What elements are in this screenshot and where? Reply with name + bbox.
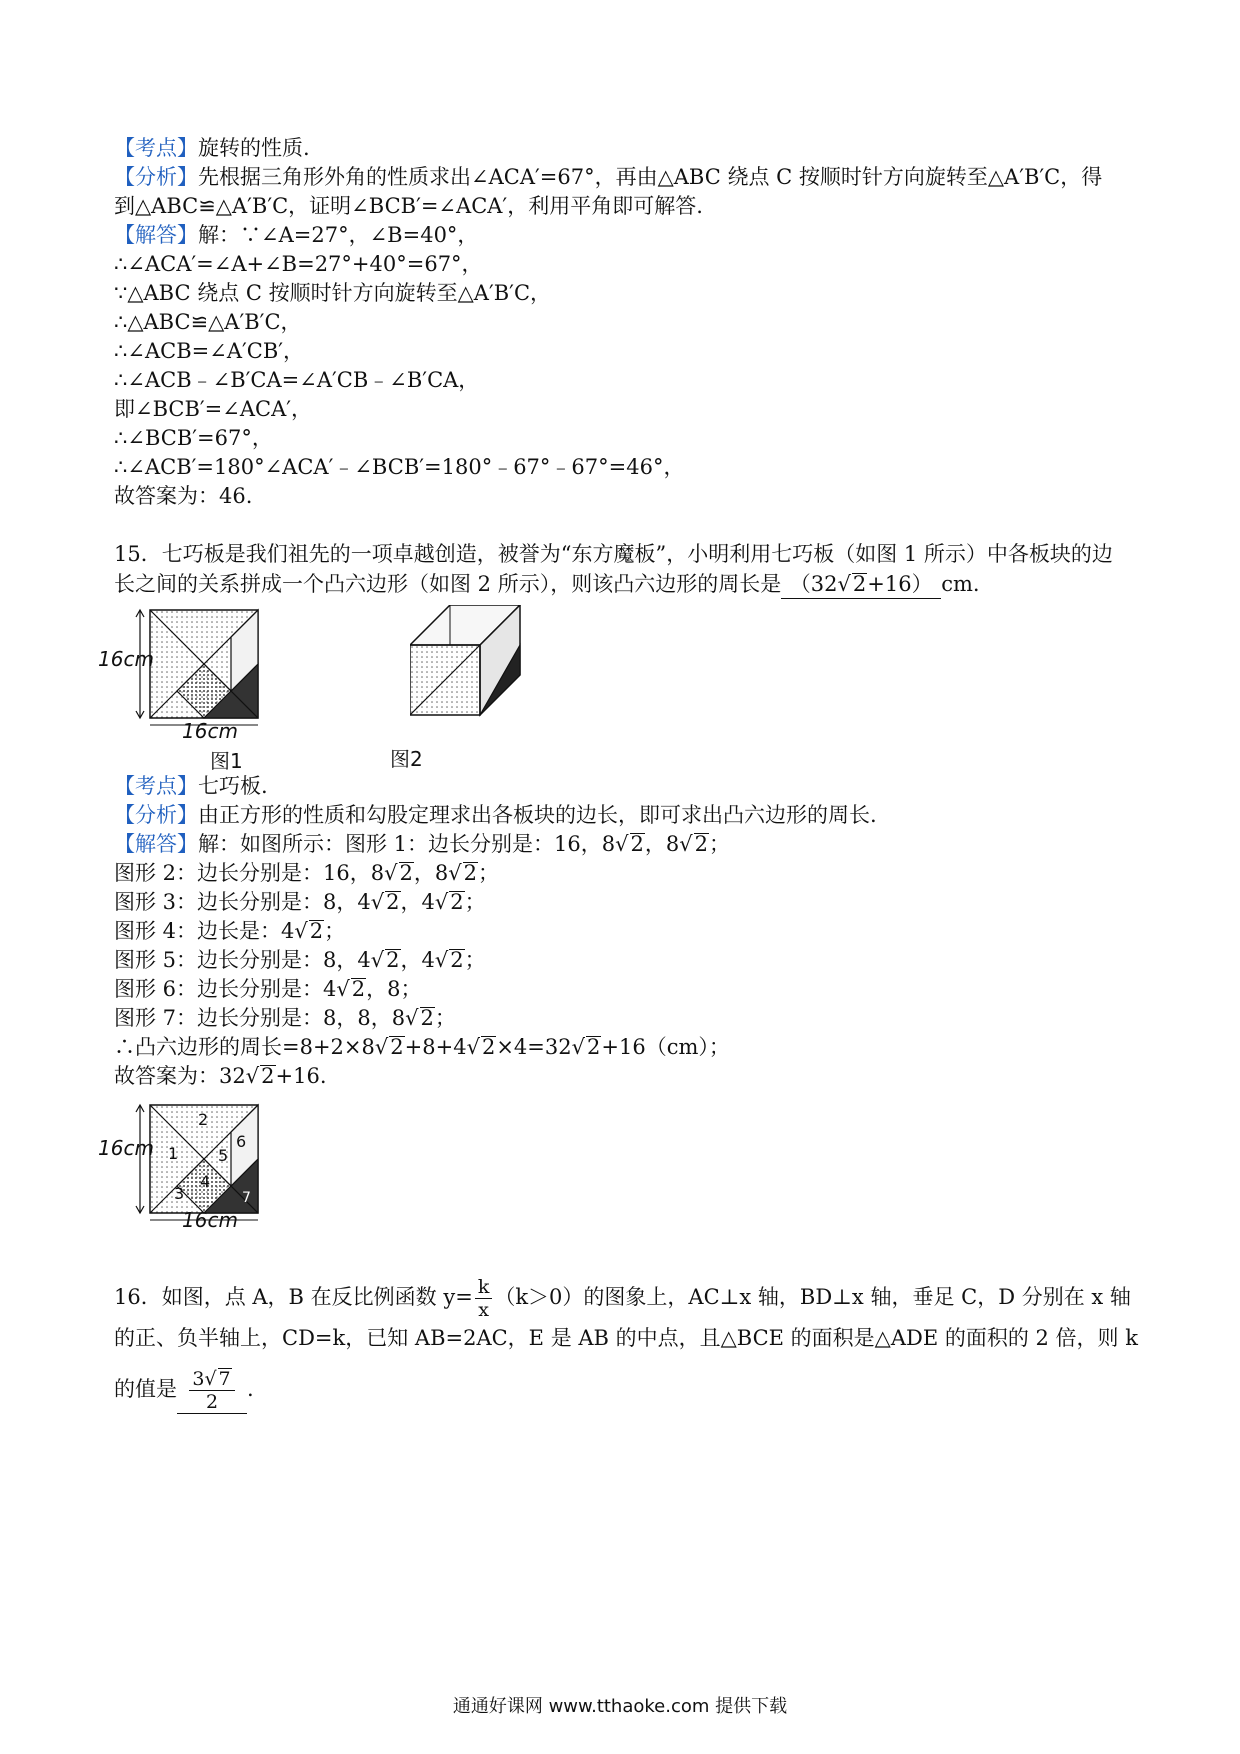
shape-5-line: 图形 5：边长分别是：8，4√2，4√2； [114,948,486,972]
piece-number-4: 4 [200,1172,211,1191]
solution-answer: 故答案为：46. [114,484,253,508]
fenxi-line-1 [114,163,1102,191]
q15-unit: cm. [941,572,980,596]
solution-step: 即∠BCB′=∠ACA′， [114,397,313,421]
sol15-kaodian-line [114,772,268,800]
kaodian-tag: 【考点】 [114,136,198,160]
jieda-tag: 【解答】 [114,223,198,247]
piece-number-1: 1 [168,1144,179,1163]
piece-number-5: 5 [218,1146,229,1165]
piece-number-6: 6 [236,1132,247,1151]
final-answer-line: 故答案为：32√2+16. [114,1064,327,1088]
sol15-kaodian-text: 七巧板. [198,774,268,798]
q16-line-3: 的值是 $\frac{3√ 7}{2}$ . [114,1368,254,1413]
shape-2-line: 图形 2：边长分别是：16，8√2，8√2； [114,861,500,885]
fenxi-tag: 【分析】 [114,165,198,189]
jieda-line-1 [114,221,478,249]
fig1-bottom-label: 16cm [182,719,238,743]
shape-4-line: 图形 4：边长是：4√2； [114,919,346,943]
fig1-side-label: 16cm [98,647,154,671]
fenxi-line-2: 到△ABC≌△A′B′C，证明∠BCB′=∠ACA′，利用平角即可解答. [114,194,703,218]
figure-2 [390,605,540,775]
tangram-figure-1 [110,605,280,775]
piece-number-7: 7 [242,1190,251,1206]
sol15-jieda-tag: 【解答】 [114,832,198,856]
solution-step: ∵△ABC 绕点 C 按顺时针方向旋转至△A′B′C， [114,281,552,305]
kaodian-line [114,134,310,162]
piece-number-2: 2 [198,1110,209,1129]
q15-line-1: 15．七巧板是我们祖先的一项卓越创造，被誉为“东方魔板”，小明利用七巧板（如图 1 所示）中各板块的边 [114,542,1113,566]
shape-7-line: 图形 7：边长分别是：8，8，8√2； [114,1006,456,1030]
figure-3 [98,1100,280,1232]
solution-step: ∴∠ACB﹣∠B′CA=∠A′CB﹣∠B′CA， [114,368,480,392]
solution-step: ∴∠ACB′=180°∠ACA′﹣∠BCB′=180°﹣67°﹣67°=46°， [114,455,685,479]
tangram-figure-2 [410,605,540,745]
kaodian-text: 旋转的性质. [198,136,310,160]
piece-number-3: 3 [174,1184,185,1203]
sol15-fenxi-line [114,801,877,829]
solution-step: ∴∠ACA′=∠A+∠B=27°+40°=67°， [114,252,483,276]
q15-line-2 [114,570,980,599]
figure-1 [98,605,280,775]
sol15-kaodian-tag: 【考点】 [114,774,198,798]
jieda-text-1: 解：∵∠A=27°，∠B=40°， [198,223,479,247]
fig1-caption: 图1 [210,749,243,773]
footer: 通通好课网 www.tthaoke.com 提供下载 [452,1696,788,1717]
fig3-side-label: 16cm [98,1136,154,1160]
fig3-bottom-label: 16cm [182,1208,238,1232]
solution-step: ∴∠BCB′=67°， [114,426,273,450]
q16-line-1: 16．如图，点 A，B 在反比例函数 y= $\frac{k}{x}$ （k＞0）的图象上，AC⊥x 轴，BD⊥x 轴，垂足 C，D 分别在 x 轴 [114,1276,1131,1321]
perimeter-line: ∴凸六边形的周长=8+2×8√2+8+4√2×4=32√2+16（cm）； [114,1035,730,1059]
fenxi-text-1: 先根据三角形外角的性质求出∠ACA′=67°，再由△ABC 绕点 C 按顺时针方向旋转至△A′B′C，得 [198,165,1103,189]
shape-3-line: 图形 3：边长分别是：8，4√2，4√2； [114,890,486,914]
q15-text: 长之间的关系拼成一个凸六边形（如图 2 所示），则该凸六边形的周长是 [114,572,782,596]
q16-answer-blank [177,1368,247,1414]
shape-6-line: 图形 6：边长分别是：4√2，8； [114,977,422,1001]
sol15-jieda-line: 【解答】解：如图所示：图形 1：边长分别是：16，8√2，8√2； [114,832,731,856]
fraction-k-over-x: $\frac{k}{x}$ [475,1276,493,1321]
sol15-fenxi-tag: 【分析】 [114,803,198,827]
answer-fraction: $\frac{3√ 7}{2}$ [189,1368,234,1413]
sol15-fenxi-text: 由正方形的性质和勾股定理求出各板块的边长，即可求出凸六边形的周长. [198,803,877,827]
solution-step: ∴△ABC≌△A′B′C， [114,310,302,334]
fig2-caption: 图2 [390,747,423,771]
q16-line-2: 的正、负半轴上，CD=k，已知 AB=2AC，E 是 AB 的中点，且△BCE 的面积是△ADE 的面积的 2 倍，则 k [114,1326,1138,1350]
q15-answer-blank: （32√2+16） [781,570,941,599]
solution-step: ∴∠ACB=∠A′CB′， [114,339,305,363]
